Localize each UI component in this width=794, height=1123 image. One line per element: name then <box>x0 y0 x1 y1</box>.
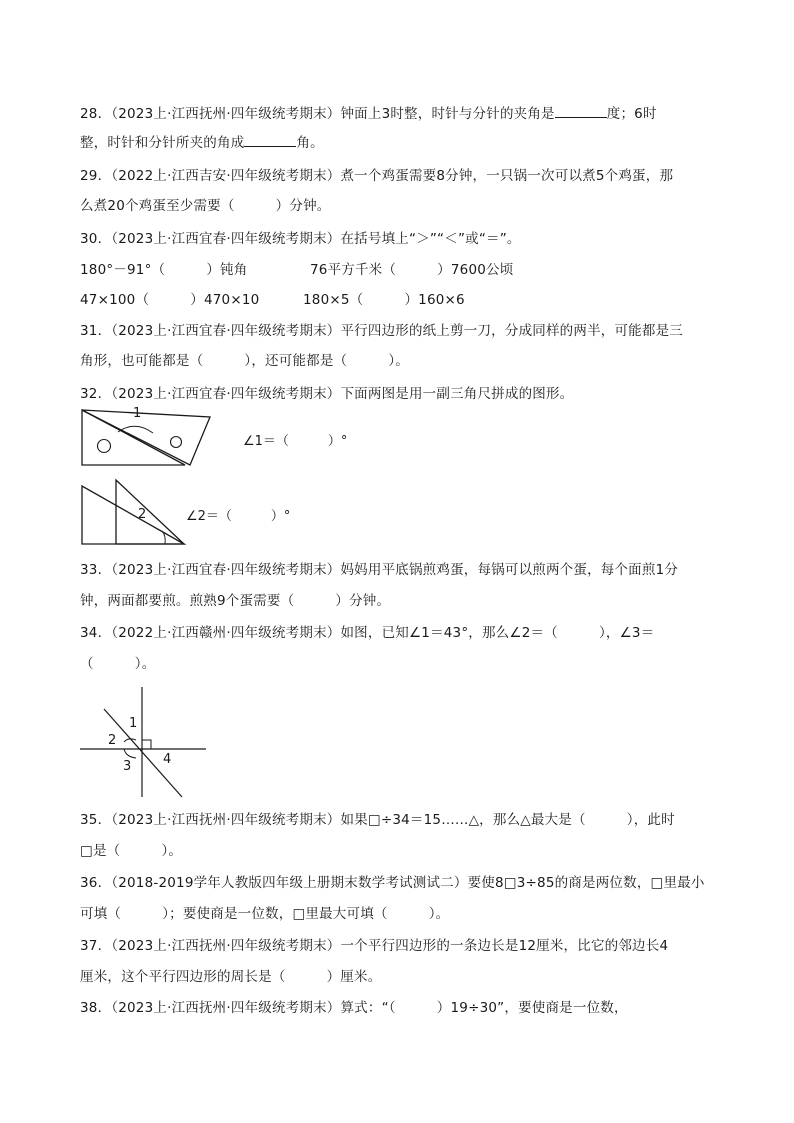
answer-blank[interactable] <box>244 134 296 147</box>
q30-line1: 30．（2023上·江西宜春·四年级统考期末）在括号填上“＞”“＜”或“＝”。 <box>80 231 521 247</box>
angle-mark-4: 4 <box>163 752 172 767</box>
q30-row2b: 180×5（ ）160×6 <box>303 292 465 308</box>
q32-line1: 32．（2023上·江西宜春·四年级统考期末）下面两图是用一副三角尺拼成的图形。 <box>80 386 574 402</box>
q33-line1: 33．（2023上·江西宜春·四年级统考期末）妈妈用平底锅煎鸡蛋，每锅可以煎两个蛋，每个面煎1分 <box>80 562 679 578</box>
q37-line1: 37．（2023上·江西抚州·四年级统考期末）一个平行四边形的一条边长是12厘米，比它的邻边长4 <box>80 938 669 954</box>
q35-line2: □是（ ）。 <box>80 843 183 859</box>
angle-mark-2: 2 <box>108 733 117 748</box>
q30-row1b: 76平方千米（ ）7600公顷 <box>310 262 514 278</box>
q35-line1: 35．（2023上·江西抚州·四年级统考期末）如果□÷34＝15……△，那么△最大是（ ），此时 <box>80 812 675 828</box>
fig2-angle-mark: 2 <box>138 507 147 522</box>
q29-line2: 么煮20个鸡蛋至少需要（ ）分钟。 <box>80 198 331 214</box>
q29-line1: 29．（2022上·江西吉安·四年级统考期末）煮一个鸡蛋需要8分钟，一只锅一次可以煮5个鸡蛋，那 <box>80 168 674 184</box>
fig1-angle-mark: 1 <box>133 406 142 421</box>
q34-line1: 34．（2022上·江西赣州·四年级统考期末）如图，已知∠1＝43°，那么∠2＝（ ），∠3＝ <box>80 625 655 641</box>
q31-line2: 角形，也可能都是（ ），还可能都是（ ）。 <box>80 353 409 369</box>
q28-text: 28．（2023上·江西抚州·四年级统考期末）钟面上3时整，时针与分针的夹角是 <box>80 106 555 122</box>
q36-line2: 可填（ ）；要使商是一位数，□里最大可填（ ）。 <box>80 906 450 922</box>
q31-line1: 31．（2023上·江西宜春·四年级统考期末）平行四边形的纸上剪一刀，分成同样的两半，可能都是三 <box>80 323 683 339</box>
angle2-answer: ∠2＝（ ）° <box>186 509 291 524</box>
q38-line1: 38．（2023上·江西抚州·四年级统考期末）算式：“（ ）19÷30”，要使商是一位数， <box>80 1000 628 1016</box>
q33-line2: 钟，两面都要煎。煎熟9个蛋需要（ ）分钟。 <box>80 593 391 609</box>
q34-line2: （ ）。 <box>80 656 156 672</box>
triangle-ruler-figure-1 <box>80 405 220 470</box>
angle-mark-1: 1 <box>129 716 138 731</box>
q37-line2: 厘米，这个平行四边形的周长是（ ）厘米。 <box>80 969 382 985</box>
intersecting-lines-figure <box>80 685 210 800</box>
q28-line2: 整，时针和分针所夹的角成 角。 <box>80 135 324 151</box>
triangle-ruler-figure-2 <box>80 478 190 548</box>
answer-blank[interactable] <box>555 105 607 118</box>
q28-line1: 28．（2023上·江西抚州·四年级统考期末）钟面上3时整，时针与分针的夹角是 度；6时 <box>80 106 657 122</box>
angle1-answer: ∠1＝（ ）° <box>243 434 348 449</box>
q30-row2a: 47×100（ ）470×10 <box>80 292 260 308</box>
q30-row1a: 180°－91°（ ）钝角 <box>80 262 248 278</box>
q36-line1: 36．（2018-2019学年人教版四年级上册期末数学考试测试二）要使8□3÷85的商是两位数，□里最小 <box>80 875 705 891</box>
angle-mark-3: 3 <box>123 759 132 774</box>
